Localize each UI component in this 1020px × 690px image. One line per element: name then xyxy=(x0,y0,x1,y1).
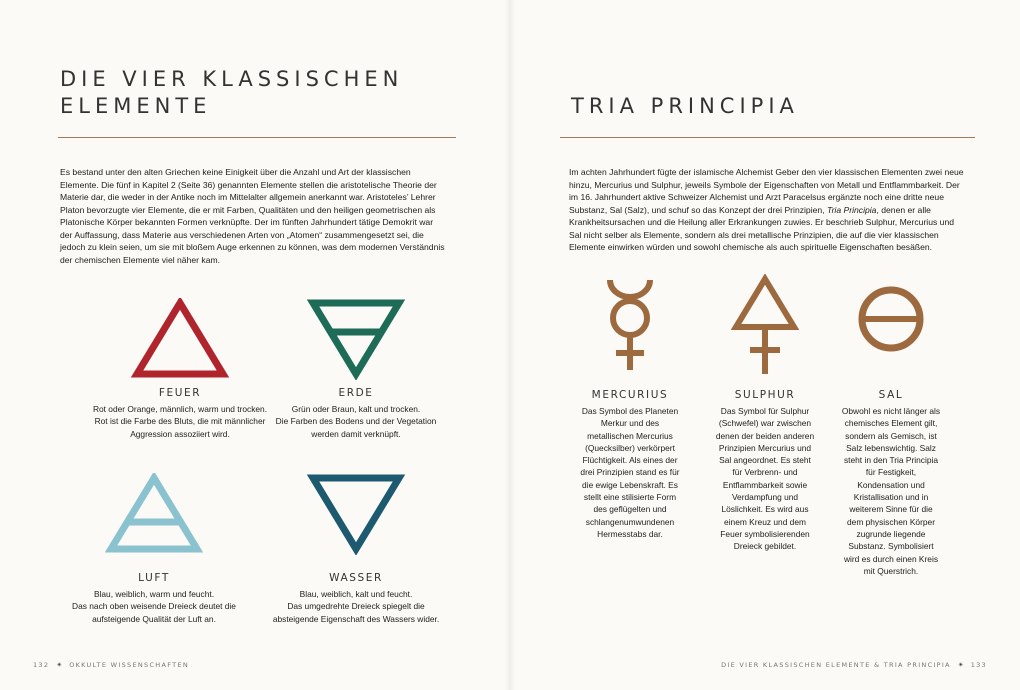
left-heading-line1: DIE VIER KLASSISCHEN xyxy=(60,67,404,91)
air-name: LUFT xyxy=(138,572,170,584)
left-page-number: 132 xyxy=(33,661,50,669)
water-desc-line1: Blau, weiblich, kalt und feucht. xyxy=(299,589,413,599)
star-ornament-icon: ✴ xyxy=(56,661,63,669)
left-footer-section: OKKULTE WISSENSCHAFTEN xyxy=(69,661,190,669)
fire-triangle-icon xyxy=(130,298,230,380)
earth-name: ERDE xyxy=(338,387,374,399)
element-earth xyxy=(256,298,456,440)
sal-name: SAL xyxy=(878,389,904,401)
right-intro-paragraph xyxy=(569,166,965,254)
element-fire xyxy=(80,298,280,440)
element-water xyxy=(256,473,456,625)
fire-description xyxy=(80,403,280,440)
earth-desc-line1: Grün oder Braun, kalt und trocken. xyxy=(291,404,421,414)
principle-sulphur xyxy=(715,274,815,553)
air-description xyxy=(54,588,254,625)
air-desc-line2: Das nach oben weisende Dreieck deutet die xyxy=(72,601,236,612)
earth-desc-line3: werden damit verknüpft. xyxy=(311,428,401,439)
left-intro-paragraph: Es bestand unter den alten Griechen keine Einigkeit über die Anzahl und Art der klassischen Elemente. Die fünf in Kapitel 2 (Seite 36) genannten Elemente stellen die aristotelische Theorie der Materie dar, die weder in der Antike noch im Mittelalter allgemein anerkannt war. Aristoteles’ Lehrer Platon bevorzugte vier Elemente, die er mit Farben, Qualitäten und den heiligen geometrischen als Platonische Körper bekannten Formen verknüpfte. Der im fünften Jahrhundert tätige Demokrit war der Auffassung, dass Materie aus verschiedenen Arten von „Atomen“ zusammengesetzt sei, die jedoch zu klein seien, um sie mit bloßem Auge erkennen zu können, was dem modernen Verständnis der chemischen Elemente viel näher kam. xyxy=(60,167,445,265)
water-description xyxy=(256,588,456,625)
left-footer xyxy=(33,661,189,669)
fire-name: FEUER xyxy=(158,387,202,399)
right-page-number: 133 xyxy=(970,661,987,669)
earth-description xyxy=(256,403,456,440)
right-footer-section: DIE VIER KLASSISCHEN ELEMENTE & TRIA PRINCIPIA xyxy=(721,661,951,669)
right-heading xyxy=(571,93,799,120)
right-page xyxy=(510,0,1020,690)
left-heading xyxy=(60,66,403,120)
sulphur-symbol-icon xyxy=(730,274,800,374)
mercurius-description: Das Symbol des Planeten Merkur und des metallischen Mercurius (Quecksilber) verkörpert Flüchtigkeit. Als eines der drei Prinzipien stand es für die ewige Lebenskraft. Es stellt eine stilisierte Form des geflügelten und schlangenumwundenen Hermesstabs dar. xyxy=(580,406,680,539)
star-ornament-icon: ✴ xyxy=(957,661,964,669)
salt-symbol-icon xyxy=(851,274,931,374)
air-desc-line1: Blau, weiblich, warm und feucht. xyxy=(93,589,215,599)
right-paragraph-part2: , denen er alle Krankheitsursachen und die Heilung aller Erkrankungen zuwies. Er beschrieb Sulphur, Mercurius und Sal nicht selber als Elemente, sondern als drei metallische Prinzipien, die auf die vier klassischen Elemente einwirken würden und sowohl chemische als auch spirituelle Eigenschaften besäßen. xyxy=(569,204,955,252)
mercury-symbol-icon xyxy=(600,274,660,374)
water-triangle-icon xyxy=(306,473,406,555)
fire-desc-line2: Rot ist die Farbe des Bluts, die mit männlicher xyxy=(94,416,266,427)
air-desc-line3: aufsteigende Qualität der Luft an. xyxy=(92,613,216,624)
right-heading-text: TRIA PRINCIPIA xyxy=(571,94,799,118)
water-name: WASSER xyxy=(329,572,383,584)
element-air xyxy=(54,473,254,625)
earth-desc-line2: Die Farben des Bodens und der Vegetation xyxy=(275,416,437,427)
mercurius-name: MERCURIUS xyxy=(591,389,669,401)
right-paragraph-part1: Im achten Jahrhundert fügte der islamische Alchemist Geber den vier klassischen Elementen zwei neue hinzu, Mercurius und Sulphur, jeweils Symbole der Eigenschaften von Metall und Entflammbarkeit. Der im 16. Jahrhundert aktive Schweizer Alchemist und Arzt Paracelsus ergänzte noch eine dritte neue Substanz, Sal (Salz), und schuf so das Konzept der drei Prinzipien, xyxy=(569,167,964,215)
left-heading-line2: ELEMENTE xyxy=(60,94,212,118)
right-paragraph-italic: Tria Principia xyxy=(826,204,877,215)
sal-description: Obwohl es nicht länger als chemisches Element gilt, sondern als Gemisch, ist Salz lebenswichtig. Salz steht in den Tria Principia für Festigkeit, Kondensation und Kristallisation und in weiterem Sinne für die dem physischen Körper zugrunde liegende Substanz. Symbolisiert wird es durch einen Kreis mit Querstrich. xyxy=(841,406,941,576)
water-desc-line2: Das umgedrehte Dreieck spiegelt die xyxy=(287,601,425,612)
water-desc-line3: absteigende Eigenschaft des Wassers wider. xyxy=(272,613,440,624)
left-heading-rule xyxy=(58,137,456,138)
principle-mercurius xyxy=(580,274,680,540)
earth-triangle-icon xyxy=(306,298,406,380)
fire-desc-line1: Rot oder Orange, männlich, warm und trocken. xyxy=(92,404,268,414)
right-footer xyxy=(721,661,987,669)
fire-desc-line3: Aggression assoziiert wird. xyxy=(130,428,230,439)
sulphur-description: Das Symbol für Sulphur (Schwefel) war zwischen denen der beiden anderen Prinzipien Mercurius und Sal angeordnet. Es steht für Verbrenn- und Entflammbarkeit sowie Verdampfung und Löslichkeit. Es wird aus einem Kreuz und dem Feuer symbolisierenden Dreieck gebildet. xyxy=(715,406,815,552)
right-heading-rule xyxy=(560,137,975,138)
sulphur-name: SULPHUR xyxy=(734,389,796,401)
air-triangle-icon xyxy=(104,473,204,555)
principle-sal xyxy=(841,274,941,577)
